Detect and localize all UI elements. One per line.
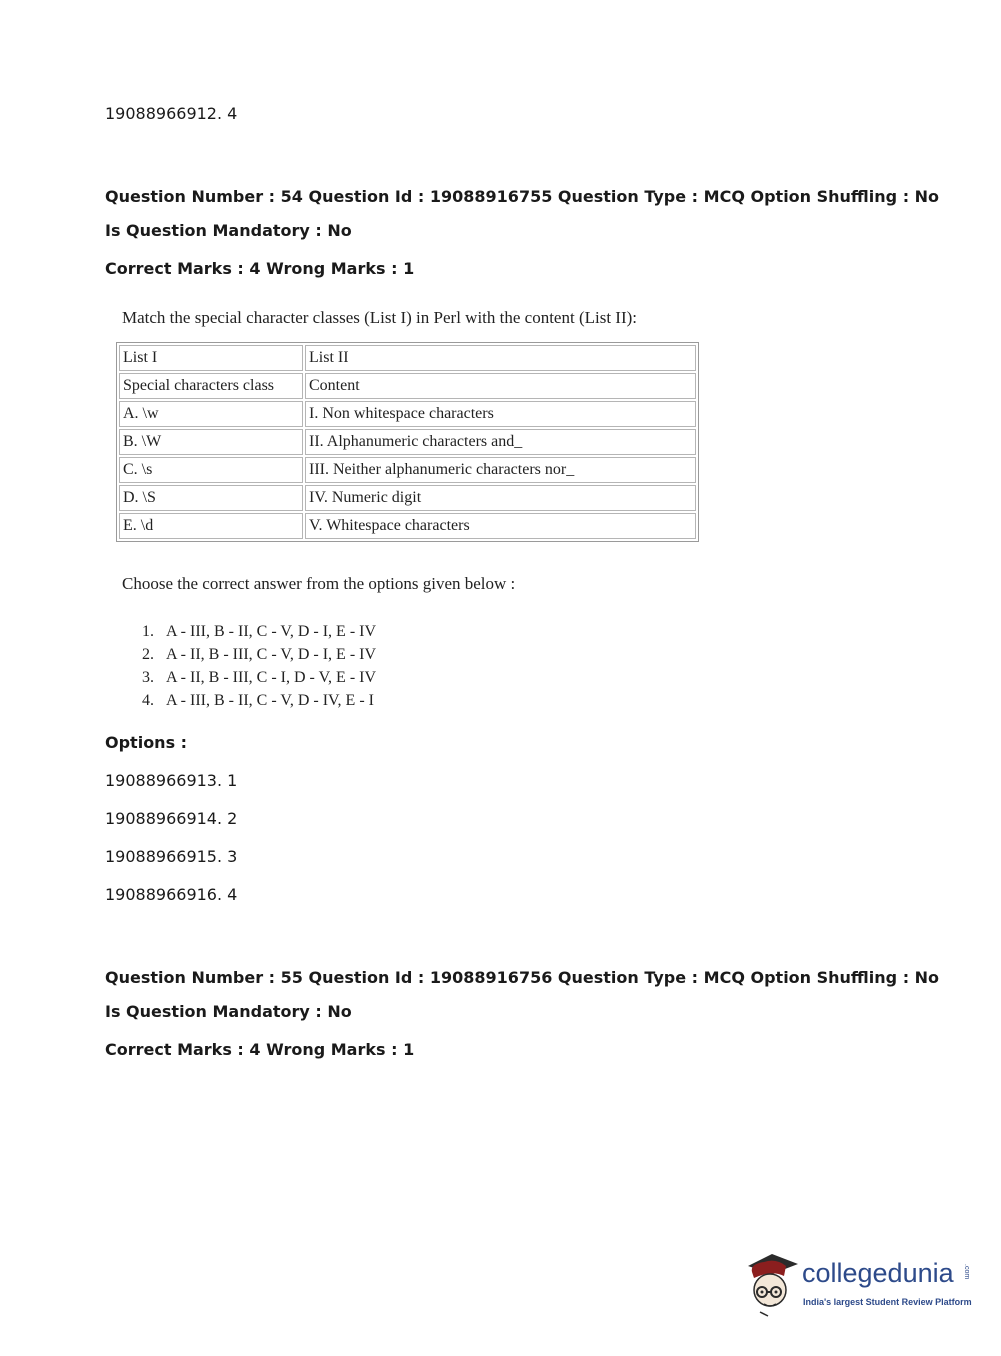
table-row bbox=[119, 345, 696, 371]
table-cell: III. Neither alphanumeric characters nor_ bbox=[305, 457, 696, 483]
table-row bbox=[119, 513, 696, 539]
q55-header: Question Number : 55 Question Id : 19088916756 Question Type : MCQ Option Shuffling : No bbox=[105, 968, 940, 987]
collegedunia-logo bbox=[742, 1250, 972, 1320]
q54-marks: Correct Marks : 4 Wrong Marks : 1 bbox=[105, 259, 415, 278]
q55-marks: Correct Marks : 4 Wrong Marks : 1 bbox=[105, 1040, 415, 1059]
table-cell: IV. Numeric digit bbox=[305, 485, 696, 511]
q54-intro: Match the special character classes (List I) in Perl with the content (List II): bbox=[122, 308, 638, 327]
q54-option-2: 19088966914. 2 bbox=[105, 809, 238, 828]
q55-mandatory: Is Question Mandatory : No bbox=[105, 1002, 352, 1021]
logo-tagline: India's largest Student Review Platform bbox=[803, 1297, 972, 1307]
table-cell: D. \S bbox=[119, 485, 303, 511]
table-row bbox=[119, 429, 696, 455]
previous-option-4: 19088966912. 4 bbox=[105, 104, 238, 123]
table-cell: E. \d bbox=[119, 513, 303, 539]
q54-mandatory: Is Question Mandatory : No bbox=[105, 221, 352, 240]
table-cell: C. \s bbox=[119, 457, 303, 483]
table-cell: V. Whitespace characters bbox=[305, 513, 696, 539]
q54-choose-instruction: Choose the correct answer from the options given below : bbox=[122, 574, 516, 593]
table-cell: Special characters class bbox=[119, 373, 303, 399]
logo-suffix: .com bbox=[963, 1264, 970, 1280]
q54-options-label: Options : bbox=[105, 733, 188, 752]
table-cell: List II bbox=[305, 345, 696, 371]
table-cell: I. Non whitespace characters bbox=[305, 401, 696, 427]
table-cell: A. \w bbox=[119, 401, 303, 427]
list-item: 2. A - II, B - III, C - V, D - I, E - IV bbox=[142, 646, 377, 663]
table-cell: II. Alphanumeric characters and_ bbox=[305, 429, 696, 455]
q54-header: Question Number : 54 Question Id : 19088916755 Question Type : MCQ Option Shuffling : No bbox=[105, 187, 940, 206]
list-item: 4. A - III, B - II, C - V, D - IV, E - I bbox=[142, 692, 374, 709]
table-cell: Content bbox=[305, 373, 696, 399]
q54-choice-list bbox=[142, 620, 376, 712]
table-row bbox=[119, 401, 696, 427]
q54-option-3: 19088966915. 3 bbox=[105, 847, 238, 866]
list-item: 3. A - II, B - III, C - I, D - V, E - IV bbox=[142, 669, 377, 686]
graduate-mascot-icon bbox=[742, 1250, 800, 1320]
table-row bbox=[119, 373, 696, 399]
table-cell: B. \W bbox=[119, 429, 303, 455]
q54-option-4: 19088966916. 4 bbox=[105, 885, 238, 904]
q54-option-1: 19088966913. 1 bbox=[105, 771, 238, 790]
table-row bbox=[119, 457, 696, 483]
logo-wordmark: collegedunia bbox=[802, 1258, 954, 1288]
table-row bbox=[119, 485, 696, 511]
table-cell: List I bbox=[119, 345, 303, 371]
match-table bbox=[116, 342, 699, 542]
list-item: 1. A - III, B - II, C - V, D - I, E - IV bbox=[142, 623, 377, 640]
